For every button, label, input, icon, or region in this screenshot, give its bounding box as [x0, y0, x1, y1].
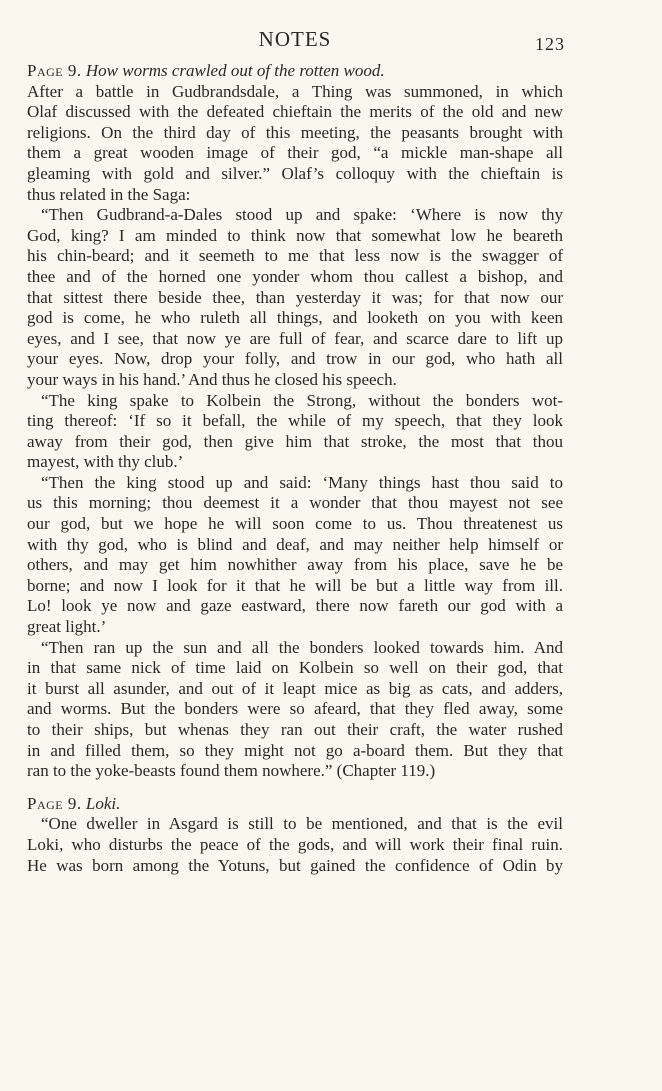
text-line: others, and may get him nowhither away from his place, save he be [27, 555, 563, 575]
paragraph-last-line [27, 617, 563, 638]
text-line: us this morning; thou deemest it a wonder that thou mayest not see [27, 493, 563, 513]
text-line: Olaf discussed with the defeated chieftain the merits of the old and new [27, 102, 563, 122]
note-heading [27, 794, 563, 815]
text-line: thee and of the horned one yonder whom thou callest a bishop, and [27, 266, 563, 286]
text-line: “One dweller in Asgard is still to be mentioned, and that is the evil [41, 814, 563, 834]
text-line: god is come, he who ruleth all things, and looketh on you with keen [27, 308, 563, 328]
note-worms [27, 61, 563, 782]
text-line: mayest, with thy club.’ [27, 452, 184, 472]
text-line: that sittest there beside thee, than yesterday it was; for that now our [27, 287, 563, 307]
note-separator [27, 782, 563, 794]
text-line: ran to the yoke-beasts found them nowhere.” (Chapter 119.) [27, 761, 436, 781]
running-head [27, 27, 563, 61]
text-line: to their ships, but whenas they ran out their craft, the water rushed [27, 720, 563, 739]
text-line: God, king? I am minded to think now that somewhat low he beareth [27, 225, 563, 245]
text-line: eyes, and I see, that now ye are full of fear, and scarce dare to lift up [27, 328, 563, 348]
text-line: “Then ran up the sun and all the bonders looked towards him. And [41, 637, 563, 657]
paragraph [27, 814, 563, 876]
text-line: gleaming with gold and silver.” Olaf’s colloquy with the chieftain is [27, 163, 563, 183]
text-line: your ways in his hand.’ And thus he closed his speech. [27, 369, 397, 389]
text-line: away from their god, then give him that stroke, the most that thou [27, 431, 563, 451]
text-line: your eyes. Now, drop your folly, and trow in our god, who hath all [27, 349, 563, 369]
note-title: How worms crawled out of the rotten wood. [85, 61, 385, 80]
text-line: great light.’ [27, 617, 107, 637]
text-line: religions. On the third day of this meeting, the peasants brought with [27, 122, 563, 142]
text-line: After a battle in Gudbrandsdale, a Thing was summoned, in which [27, 81, 563, 101]
page-number: 123 [535, 34, 565, 54]
paragraph-last-line [27, 185, 563, 206]
text-line: ting thereof: ‘If so it befall, the while of my speech, that they look [27, 411, 563, 431]
paragraph [27, 205, 563, 370]
text-line: in and filled them, so they might not go a-board them. But they that [27, 740, 563, 760]
text-line: and worms. But the bonders were so afeard, that they fled away, some [27, 699, 563, 719]
paragraph-last-line [27, 370, 563, 391]
note-page-ref: Page 9. [27, 793, 82, 813]
paragraph [27, 391, 563, 453]
text-line: “Then Gudbrand-a-Dales stood up and spake: ‘Where is now thy [41, 205, 563, 225]
paragraph [27, 82, 563, 185]
paragraph-last-line [27, 761, 563, 782]
text-line: thus related in the Saga: [27, 184, 191, 204]
text-line: borne; and now I look for it that he will be but a little way from ill. [27, 575, 563, 595]
text-line: Loki, who disturbs the peace of the gods, and will work their final ruin. [27, 834, 563, 854]
paragraph [27, 638, 563, 762]
text-line: “Then the king stood up and said: ‘Many things hast thou said to [41, 472, 563, 492]
text-line: it burst all asunder, and out of it leapt mice as big as cats, and adders, [27, 678, 563, 698]
text-line: with thy god, who is blind and deaf, and may neither help himself or [27, 534, 563, 554]
text-line: He was born among the Yotuns, but gained the confidence of Odin by [27, 855, 563, 875]
text-line: our god, but we hope he will soon come to us. Thou threatenest us [27, 514, 563, 534]
note-title: Loki. [85, 793, 121, 813]
text-line: “The king spake to Kolbein the Strong, without the bonders wot- [41, 390, 563, 410]
note-loki [27, 794, 563, 876]
paragraph-last-line [27, 452, 563, 473]
text-line: in that same nick of time laid on Kolbein so well on their god, that [27, 658, 563, 678]
running-title: NOTES [258, 27, 332, 51]
note-page-ref: Page 9. [27, 61, 82, 80]
paragraph [27, 473, 563, 617]
text-line: them a great wooden image of their god, “a mickle man-shape all [27, 143, 563, 163]
text-line: his chin-beard; and it seemeth to me that less now is the swagger of [27, 246, 563, 266]
note-heading [27, 61, 563, 82]
book-page [27, 27, 563, 876]
text-line: Lo! look ye now and gaze eastward, there now fareth our god with a [27, 596, 563, 616]
